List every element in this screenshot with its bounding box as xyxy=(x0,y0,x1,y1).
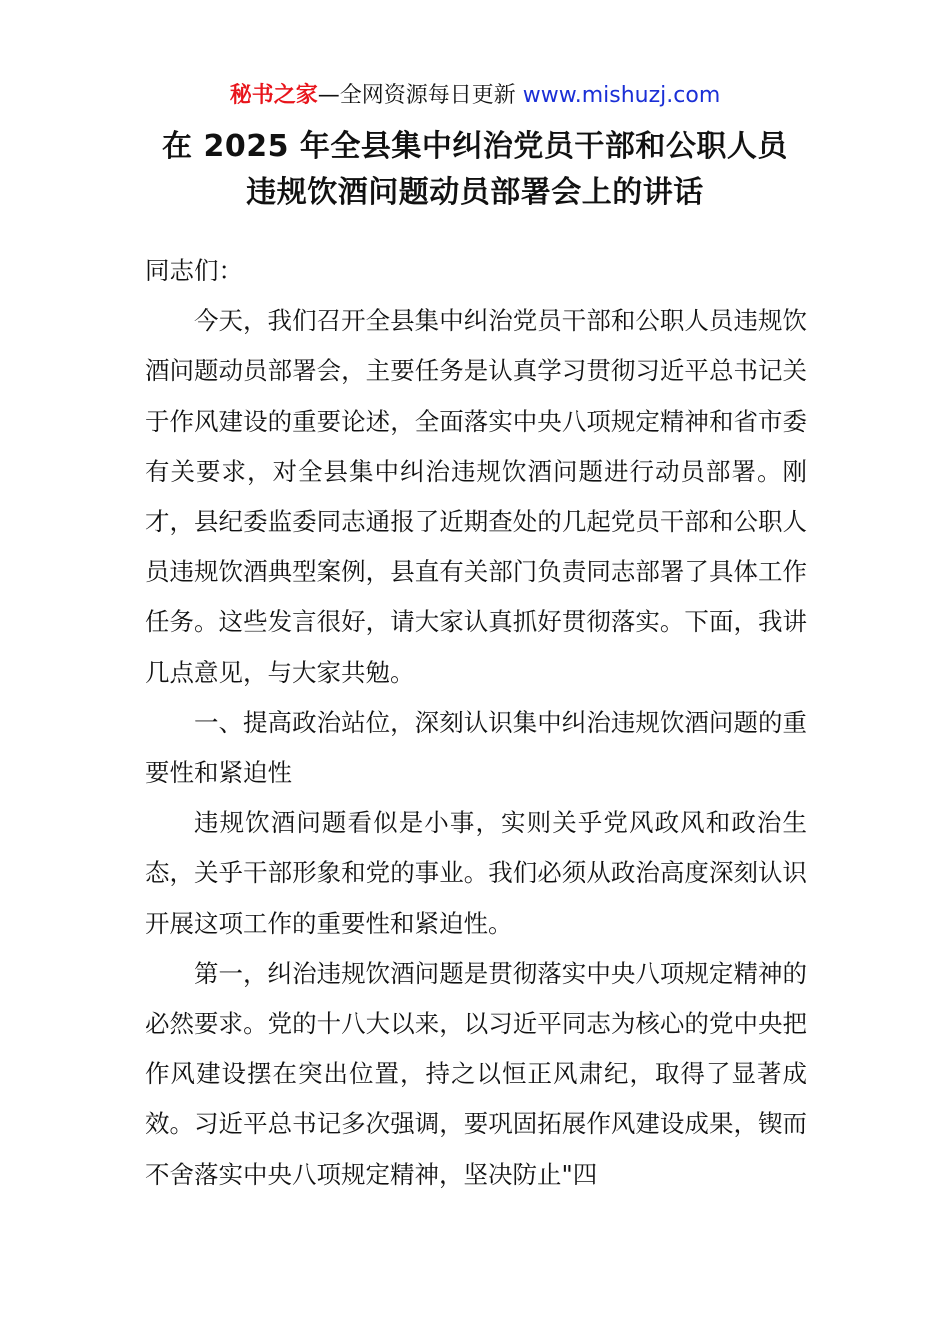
paragraph-section-1-intro: 违规饮酒问题看似是小事，实则关乎党风政风和政治生态，关乎干部形象和党的事业。我们必须从政治高度深刻认识开展这项工作的重要性和紧迫性。 xyxy=(145,808,807,938)
document-title xyxy=(0,124,950,216)
section-heading-1: 一、提高政治站位，深刻认识集中纠治违规饮酒问题的重要性和紧迫性 xyxy=(145,707,807,788)
site-banner xyxy=(0,80,950,112)
site-url-link[interactable]: www.mishuzj.com xyxy=(522,83,721,108)
brand-name: 秘书之家 xyxy=(229,83,318,108)
paragraph-opening: 今天，我们召开全县集中纠治党员干部和公职人员违规饮酒问题动员部署会，主要任务是认真学习贯彻习近平总书记关于作风建设的重要论述，全面落实中央八项规定精神和省市委有关要求，对全县集中纠治违规饮酒问题进行动员部署。刚才，县纪委监委同志通报了近期查处的几起党员干部和公职人员违规饮酒典型案例，县直有关部门负责同志部署了具体工作任务。这些发言很好，请大家认真抓好贯彻落实。下面，我讲几点意见，与大家共勉。 xyxy=(145,306,807,687)
paragraph-point-1: 第一，纠治违规饮酒问题是贯彻落实中央八项规定精神的必然要求。党的十八大以来，以习近平同志为核心的党中央把作风建设摆在突出位置，持之以恒正风肃纪，取得了显著成效。习近平总书记多次强调，要巩固拓展作风建设成果，锲而不舍落实中央八项规定精神，坚决防止"四 xyxy=(145,958,807,1189)
salutation: 同志们： xyxy=(145,256,243,285)
title-line-2: 违规饮酒问题动员部署会上的讲话 xyxy=(246,175,704,210)
document-body xyxy=(145,246,807,1200)
banner-tagline: —全网资源每日更新 xyxy=(317,83,523,108)
title-line-1: 在 2025 年全县集中纠治党员干部和公职人员 xyxy=(162,129,788,164)
